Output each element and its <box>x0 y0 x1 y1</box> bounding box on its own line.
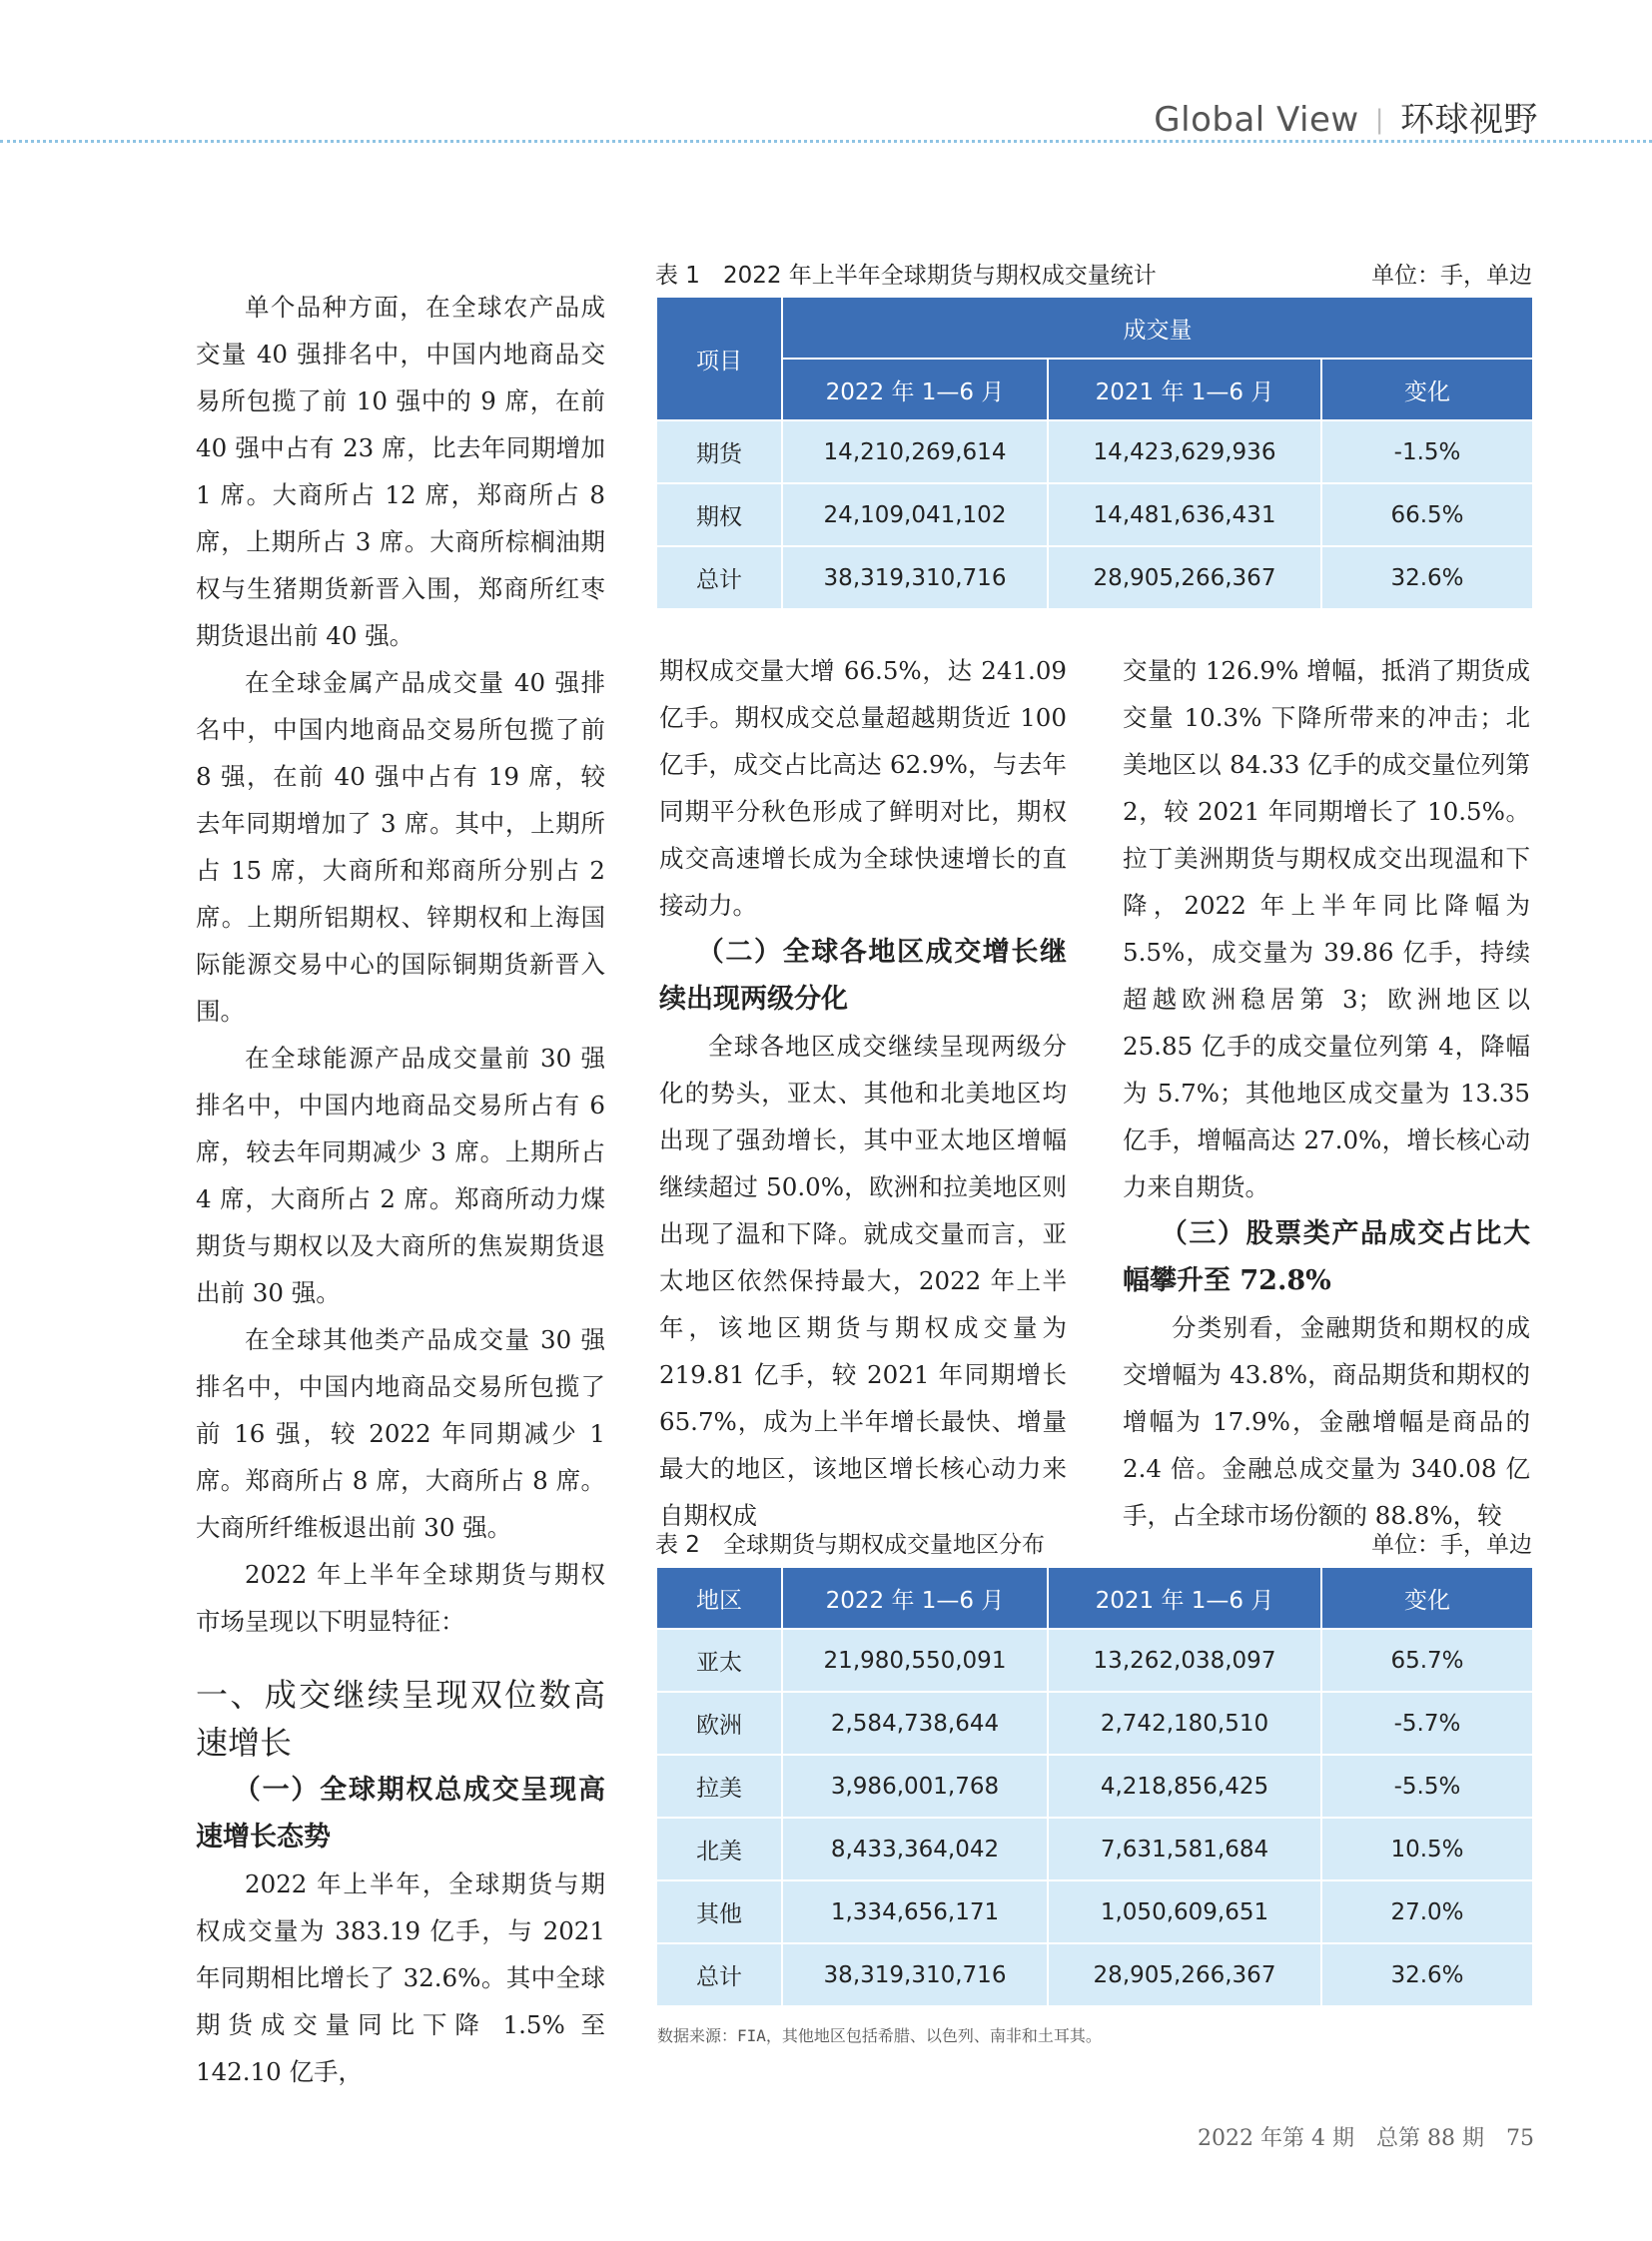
page-number: 75 <box>1506 2126 1534 2151</box>
table-row <box>656 1880 1533 1943</box>
row-label: 北美 <box>656 1818 782 1880</box>
table1-caption-row <box>655 257 1532 290</box>
row-label: 欧洲 <box>656 1692 782 1755</box>
brand-chinese: 环球视野 <box>1400 100 1538 140</box>
row-label: 其他 <box>656 1880 782 1943</box>
cell-2022: 21,980,550,091 <box>782 1629 1048 1692</box>
cell-change: 27.0% <box>1321 1880 1533 1943</box>
row-label: 总计 <box>656 1943 782 2006</box>
paragraph: 单个品种方面，在全球农产品成交量 40 强排名中，中国内地商品交易所包揽了前 10 强中的 9 席，在前 40 强中占有 23 席，比去年同期增加 1 席。大商所占 12 席，郑商所占 8 席，上期所占 3 席。大商所棕榈油期权与生猪期货新晋入围，郑商所红枣期货退出前 40 强。 <box>196 293 605 650</box>
table-row <box>656 1692 1533 1755</box>
cell-2022: 24,109,041,102 <box>782 483 1048 546</box>
running-header <box>1154 92 1538 141</box>
subsection-heading: （二）全球各地区成交增长继续出现两级分化 <box>659 937 1067 1015</box>
table2 <box>655 1566 1534 2007</box>
paragraph: 在全球其他类产品成交量 30 强排名中，中国内地商品交易所包揽了前 16 强，较 2022 年同期减少 1 席。郑商所占 8 席，大商所占 8 席。大商所纤维板退出前 30 强。 <box>196 1325 605 1542</box>
cell-change: -1.5% <box>1321 420 1533 483</box>
table1-header-group: 成交量 <box>782 297 1533 359</box>
table1-header-change: 变化 <box>1321 359 1533 420</box>
cell-change: -5.7% <box>1321 1692 1533 1755</box>
table2-unit: 单位：手，单边 <box>1371 1532 1532 1558</box>
cell-2021: 14,423,629,936 <box>1048 420 1321 483</box>
middle-column <box>659 647 1067 1539</box>
table-row <box>656 483 1533 546</box>
cell-change: 10.5% <box>1321 1818 1533 1880</box>
table-row <box>656 1629 1533 1692</box>
table1-caption: 表 1 2022 年上半年全球期货与期权成交量统计 <box>655 263 1157 289</box>
row-label: 总计 <box>656 546 782 609</box>
table2-header-2022: 2022 年 1—6 月 <box>782 1567 1048 1629</box>
row-label: 期权 <box>656 483 782 546</box>
cell-change: -5.5% <box>1321 1755 1533 1818</box>
row-label: 拉美 <box>656 1755 782 1818</box>
table2-source-note: 数据来源：FIA，其他地区包括希腊、以色列、南非和土耳其。 <box>657 2026 1102 2045</box>
table2-header-change: 变化 <box>1321 1567 1533 1629</box>
cell-2021: 4,218,856,425 <box>1048 1755 1321 1818</box>
header-dotted-rule <box>0 140 1652 143</box>
cell-change: 32.6% <box>1321 546 1533 609</box>
cell-2021: 28,905,266,367 <box>1048 546 1321 609</box>
subsection-heading: （三）股票类产品成交占比大幅攀升至 72.8% <box>1123 1218 1530 1296</box>
cell-2022: 38,319,310,716 <box>782 1943 1048 2006</box>
paragraph: 2022 年上半年全球期货与期权市场呈现以下明显特征： <box>196 1560 605 1636</box>
paragraph: 期权成交量大增 66.5%，达 241.09 亿手。期权成交总量超越期货近 100 亿手，成交占比高达 62.9%，与去年同期平分秋色形成了鲜明对比，期权成交高速增长成为全球快速增长的直接动力。 <box>659 656 1067 920</box>
cell-2022: 1,334,656,171 <box>782 1880 1048 1943</box>
paragraph: 2022 年上半年，全球期货与期权成交量为 383.19 亿手，与 2021 年同期相比增长了 32.6%。其中全球期货成交量同比下降 1.5% 至 142.10 亿手， <box>196 1869 605 2086</box>
table-row <box>656 420 1533 483</box>
cell-2021: 28,905,266,367 <box>1048 1943 1321 2006</box>
cell-2022: 8,433,364,042 <box>782 1818 1048 1880</box>
paragraph: 在全球能源产品成交量前 30 强排名中，中国内地商品交易所占有 6 席，较去年同期减少 3 席。上期所占 4 席，大商所占 2 席。郑商所动力煤期货与期权以及大商所的焦炭期货退出前 30 强。 <box>196 1044 605 1307</box>
cell-2022: 3,986,001,768 <box>782 1755 1048 1818</box>
cell-2022: 38,319,310,716 <box>782 546 1048 609</box>
page-footer <box>1198 2121 1534 2152</box>
cell-2021: 1,050,609,651 <box>1048 1880 1321 1943</box>
cell-change: 32.6% <box>1321 1943 1533 2006</box>
row-label: 亚太 <box>656 1629 782 1692</box>
table2-header-region: 地区 <box>656 1567 782 1629</box>
header-separator: | <box>1374 105 1384 135</box>
table1-header-2022: 2022 年 1—6 月 <box>782 359 1048 420</box>
cell-2021: 13,262,038,097 <box>1048 1629 1321 1692</box>
cell-2022: 2,584,738,644 <box>782 1692 1048 1755</box>
table2-header-2021: 2021 年 1—6 月 <box>1048 1567 1321 1629</box>
table1-header-2021: 2021 年 1—6 月 <box>1048 359 1321 420</box>
table1-unit: 单位：手，单边 <box>1371 263 1532 289</box>
table1-header-item: 项目 <box>656 297 782 420</box>
paragraph: 在全球金属产品成交量 40 强排名中，中国内地商品交易所包揽了前 8 强，在前 40 强中占有 19 席，较去年同期增加了 3 席。其中，上期所占 15 席，大商所和郑商所分别占 2 席。上期所铝期权、锌期权和上海国际能源交易中心的国际铜期货新晋入围。 <box>196 668 605 1026</box>
section-heading: 一、成交继续呈现双位数高速增长 <box>196 1676 605 1762</box>
paragraph: 分类别看，金融期货和期权的成交增幅为 43.8%，商品期货和期权的增幅为 17.9%，金融增幅是商品的 2.4 倍。金融总成交量为 340.08 亿手，占全球市场份额的 88.8%，较 <box>1123 1313 1530 1530</box>
table-row <box>656 546 1533 609</box>
table2-caption-row <box>655 1526 1532 1559</box>
table-row <box>656 1818 1533 1880</box>
table-row <box>656 1943 1533 2006</box>
cell-2021: 14,481,636,431 <box>1048 483 1321 546</box>
cell-change: 65.7% <box>1321 1629 1533 1692</box>
right-column <box>1123 647 1530 1539</box>
paragraph: 全球各地区成交继续呈现两级分化的势头，亚太、其他和北美地区均出现了强劲增长，其中亚太地区增幅继续超过 50.0%，欧洲和拉美地区则出现了温和下降。就成交量而言，亚太地区依然保持最大，2022 年上半年，该地区期货与期权成交量为 219.81 亿手，较 2021 年同期增长 65.7%，成为上半年增长最快、增量最大的地区，该地区增长核心动力来自期权成 <box>659 1032 1067 1530</box>
table2-caption: 表 2 全球期货与期权成交量地区分布 <box>655 1532 1045 1558</box>
cell-2021: 2,742,180,510 <box>1048 1692 1321 1755</box>
cell-2021: 7,631,581,684 <box>1048 1818 1321 1880</box>
cell-2022: 14,210,269,614 <box>782 420 1048 483</box>
paragraph: 交量的 126.9% 增幅，抵消了期货成交量 10.3% 下降所带来的冲击；北美地区以 84.33 亿手的成交量位列第 2，较 2021 年同期增长了 10.5%。拉丁美洲期货与期权成交出现温和下降，2022 年上半年同比降幅为 5.5%，成交量为 39.86 亿手，持续超越欧洲稳居第 3；欧洲地区以 25.85 亿手的成交量位列第 4，降幅为 5.7%；其他地区成交量为 13.35 亿手，增幅高达 27.0%，增长核心动力来自期货。 <box>1123 656 1530 1201</box>
issue-info: 2022 年第 4 期 总第 88 期 <box>1198 2126 1484 2151</box>
table-row <box>656 1755 1533 1818</box>
cell-change: 66.5% <box>1321 483 1533 546</box>
left-column <box>196 284 605 2095</box>
table1 <box>655 296 1534 610</box>
subsection-heading: （一）全球期权总成交呈现高速增长态势 <box>196 1775 605 1853</box>
row-label: 期货 <box>656 420 782 483</box>
brand-english: Global View <box>1154 100 1359 140</box>
